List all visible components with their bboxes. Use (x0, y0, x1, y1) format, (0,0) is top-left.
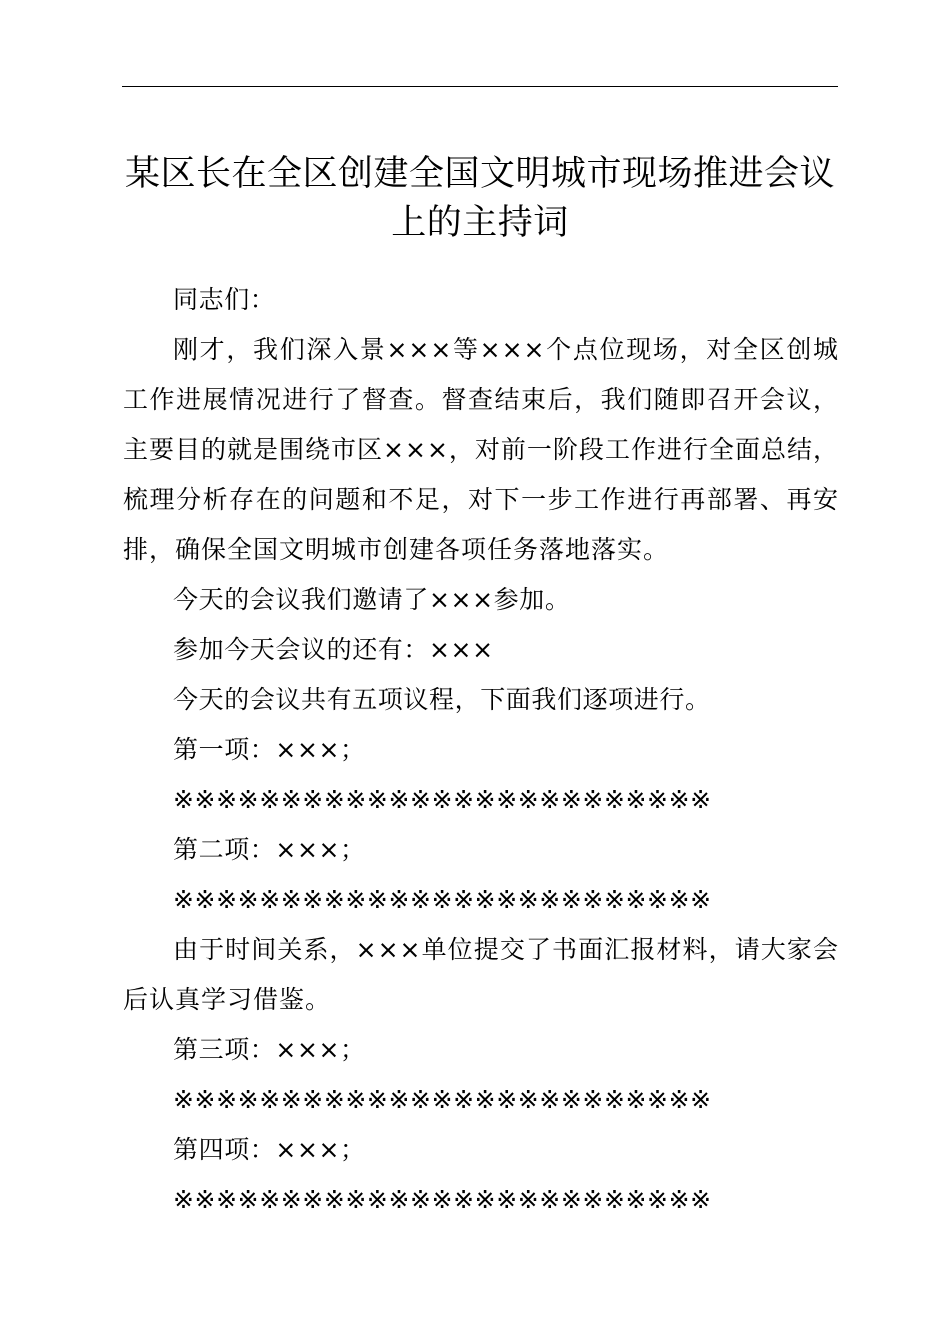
agenda-item-4: 第四项：×××； (173, 1135, 366, 1164)
paragraph-invited: 今天的会议我们邀请了×××参加。 (173, 585, 571, 614)
agenda-item-2: 第二项：×××； (173, 835, 366, 864)
title-line-1: 某区长在全区创建全国文明城市现场推进会议 (124, 154, 835, 194)
document-body (123, 275, 839, 1225)
document-title (100, 150, 860, 248)
agenda-item-3: 第三项：×××； (173, 1035, 366, 1064)
placeholder-line-2: ※※※※※※※※※※※※※※※※※※※※※※※※※ (173, 885, 712, 914)
agenda-item-1: 第一项：×××； (173, 735, 366, 764)
placeholder-line-4: ※※※※※※※※※※※※※※※※※※※※※※※※※ (173, 1185, 712, 1214)
salutation: 同志们： (173, 285, 276, 314)
opening-paragraph: 刚才，我们深入景×××等×××个点位现场，对全区创城工作进展情况进行了督查。督查结束后，我们随即召开会议，主要目的就是围绕市区×××，对前一阶段工作进行全面总结，梳理分析存在的问题和不足，对下一步工作进行再部署、再安排，确保全国文明城市创建各项任务落地落实。 (123, 335, 839, 564)
placeholder-line-3: ※※※※※※※※※※※※※※※※※※※※※※※※※ (173, 1085, 712, 1114)
paragraph-agenda: 今天的会议共有五项议程，下面我们逐项进行。 (173, 685, 711, 714)
placeholder-line-1: ※※※※※※※※※※※※※※※※※※※※※※※※※ (173, 785, 712, 814)
paragraph-attendees: 参加今天会议的还有：××× (173, 635, 494, 664)
header-rule (122, 86, 838, 87)
paragraph-written-report: 由于时间关系，×××单位提交了书面汇报材料，请大家会后认真学习借鉴。 (123, 935, 839, 1014)
title-line-2: 上的主持词 (391, 203, 569, 243)
